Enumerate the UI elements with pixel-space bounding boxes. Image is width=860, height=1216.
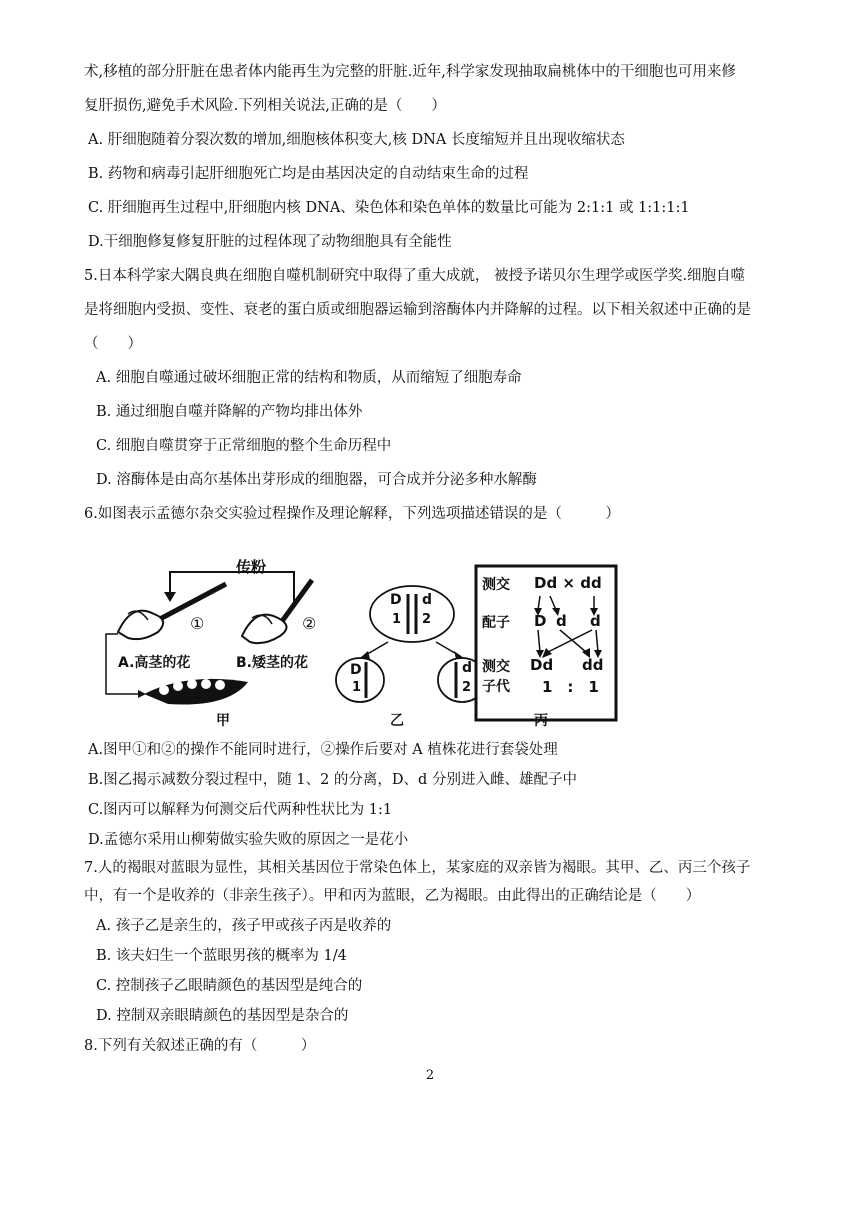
q4-option-c: C. 肝细胞再生过程中,肝细胞内核 DNA、染色体和染色单体的数量比可能为 2:1:1 或 1:1:1:1 [88,200,690,216]
offspring-ratio: 1 : 1 [542,678,599,696]
allele-D-top: D [390,592,402,608]
step-1-mark: ① [190,614,205,633]
test-cross-parents: Dd × dd [534,574,602,592]
caption-bing: 丙 [534,713,548,729]
q5-option-a: A. 细胞自噬通过破坏细胞正常的结构和物质，从而缩短了细胞寿命 [96,370,522,386]
q7-option-b: B. 该夫妇生一个蓝眼男孩的概率为 1/4 [96,948,347,964]
pollination-arrow-path [170,572,294,602]
test-cross-row1-label: 测交 [482,577,510,593]
q7-option-a: A. 孩子乙是亲生的，孩子甲或孩子丙是收养的 [96,918,392,934]
q7-option-d: D. 控制双亲眼睛颜色的基因型是杂合的 [96,1008,349,1024]
gamete-d-1: d [556,612,567,630]
step-2-mark: ② [302,614,317,633]
gamete-d-2: d [590,612,601,630]
offspring-Dd: Dd [530,656,554,674]
q5-option-c: C. 细胞自噬贯穿于正常细胞的整个生命历程中 [96,438,392,454]
allele-D-bottom: D [350,662,362,678]
q4-option-b: B. 药物和病毒引起肝细胞死亡均是由基因决定的自动结束生命的过程 [88,166,529,182]
pollination-arrow-head [164,592,176,602]
pollination-label: 传粉 [236,558,267,576]
q6-option-b: B.图乙揭示减数分裂过程中，随 1、2 的分离，D、d 分别进入雌、雄配子中 [88,772,577,788]
parent-cell [370,586,454,642]
q4-stem-line1: 术,移植的部分肝脏在患者体内能再生为完整的肝脏.近年,科学家发现抽取扁桃体中的干细胞也可用来修 [84,64,736,80]
q5-option-b: B. 通过细胞自噬并降解的产物均排出体外 [96,404,363,420]
q6-option-a: A.图甲①和②的操作不能同时进行，②操作后要对 A 植株花进行套袋处理 [88,742,558,758]
page-number: 2 [425,1068,435,1083]
flower-a-label: A.高茎的花 [118,655,191,671]
q6-figure [98,558,618,730]
q7-stem-line1: 7.人的褐眼对蓝眼为显性，其相关基因位于常染色体上，某家庭的双亲皆为褐眼。其甲、乙、丙三个孩子 [84,860,751,876]
q6-option-c: C.图丙可以解释为何测交后代两种性状比为 1:1 [88,802,393,818]
q5-stem-line1: 5.日本科学家大隅良典在细胞自噬机制研究中取得了重大成就， 被授予诺贝尔生理学或医学奖.细胞自噬 [84,268,746,284]
offspring-row-label-2: 子代 [482,679,510,695]
flower-b-label: B.矮茎的花 [236,655,308,671]
q7-stem-line2: 中，有一个是收养的（非亲生孩子）。甲和丙为蓝眼，乙为褐眼。由此得出的正确结论是（ ） [84,888,701,904]
offspring-row-label-1: 测交 [482,659,510,675]
gamete-D: D [534,612,547,630]
q8-stem: 8.下列有关叙述正确的有（ ） [84,1038,316,1054]
chromosome-2-number-top: 2 [422,612,432,627]
flower-a-drawing [118,611,163,640]
q6-stem: 6.如图表示孟德尔杂交实验过程操作及理论解释，下列选项描述错误的是（ ） [84,506,620,522]
q6-option-d: D.孟德尔采用山柳菊做实验失败的原因之一是花小 [88,832,409,848]
q7-option-c: C. 控制孩子乙眼睛颜色的基因型是纯合的 [96,978,363,994]
q5-stem-line2: 是将细胞内受损、变性、衰老的蛋白质或细胞器运输到溶酶体内并降解的过程。以下相关叙述中正确的是 [84,302,751,318]
q4-stem-line2: 复肝损伤,避免手术风险.下列相关说法,正确的是（ ） [84,98,446,114]
chromosome-1-number-bottom: 1 [352,680,362,695]
offspring-dd: dd [582,656,604,674]
chromosome-1-number-top: 1 [392,612,402,627]
caption-yi: 乙 [390,713,404,729]
chromosome-2-number-bottom: 2 [462,680,472,695]
caption-jia: 甲 [216,713,230,729]
q5-option-d: D. 溶酶体是由高尔基体出芽形成的细胞器，可合成并分泌多种水解酶 [96,472,537,488]
q4-option-a: A. 肝细胞随着分裂次数的增加,细胞核体积变大,核 DNA 长度缩短并且出现收缩状态 [88,132,625,148]
gamete-row-label: 配子 [482,615,510,631]
allele-d-top: d [422,592,433,608]
allele-d-bottom: d [462,660,473,676]
q5-stem-line3: （ ） [84,336,142,352]
flower-b-drawing [242,615,287,644]
q4-option-d: D.干细胞修复修复肝脏的过程体现了动物细胞具有全能性 [88,234,452,250]
